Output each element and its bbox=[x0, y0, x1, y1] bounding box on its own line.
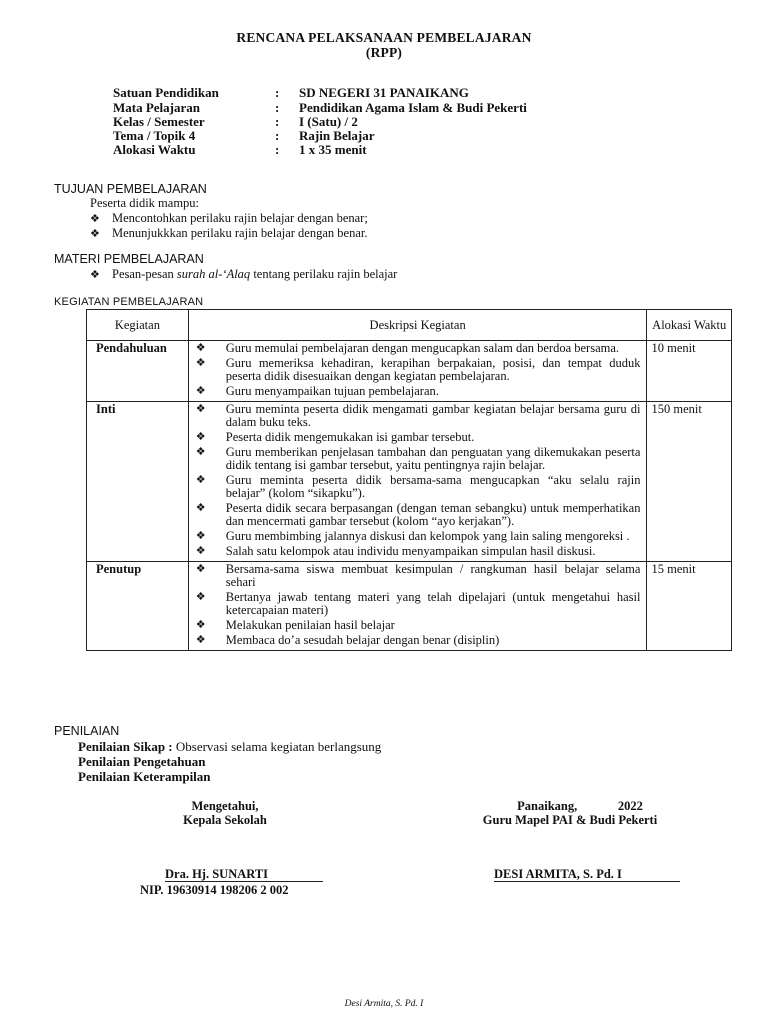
diamond-bullet-icon: ❖ bbox=[195, 634, 206, 646]
list-item: ❖ Guru memeriksa kehadiran, kerapihan berpakaian, posisi, dan tempat duduk peserta didik disesuaikan dengan kegiatan pembelajaran. bbox=[195, 356, 641, 383]
table-row-inti bbox=[87, 402, 732, 562]
info-value: Rajin Belajar bbox=[299, 128, 375, 143]
diamond-bullet-icon: ❖ bbox=[90, 228, 100, 240]
diamond-bullet-icon: ❖ bbox=[195, 357, 206, 369]
document-title: RENCANA PELAKSANAAN PEMBELAJARAN bbox=[236, 30, 532, 45]
list-item: ❖ Guru memberikan penjelasan tambahan dan penguatan yang dikemukakan peserta didik tentang isi gambar tersebut, yaitu pentingnya rajin belajar. bbox=[195, 445, 641, 472]
diamond-bullet-icon: ❖ bbox=[195, 474, 206, 486]
info-colon: : bbox=[275, 128, 280, 143]
kegiatan-table bbox=[86, 309, 732, 651]
list-item: ❖ Guru membimbing jalannya diskusi dan kelompok yang lain saling mengoreksi . bbox=[195, 529, 630, 543]
list-item: ❖ Guru meminta peserta didik mengamati gambar kegiatan belajar bersama guru di dalam buku teks. bbox=[195, 402, 641, 429]
tujuan-item: ❖ Mencontohkan perilaku rajin belajar dengan benar; bbox=[90, 211, 368, 225]
diamond-bullet-icon: ❖ bbox=[195, 431, 206, 443]
diamond-bullet-icon: ❖ bbox=[195, 385, 206, 397]
time-cell: 15 menit bbox=[647, 562, 732, 651]
info-row-tema bbox=[113, 128, 713, 143]
diamond-bullet-icon: ❖ bbox=[195, 563, 206, 575]
diamond-bullet-icon: ❖ bbox=[90, 213, 100, 225]
info-key: Satuan Pendidikan bbox=[113, 85, 219, 100]
diamond-bullet-icon: ❖ bbox=[195, 342, 206, 354]
info-value: SD NEGERI 31 PANAIKANG bbox=[299, 85, 469, 100]
diamond-bullet-icon: ❖ bbox=[195, 545, 206, 557]
diamond-bullet-icon: ❖ bbox=[195, 591, 206, 603]
penilaian-sikap: Penilaian Sikap : Observasi selama kegiatan berlangsung bbox=[78, 739, 382, 754]
kegiatan-heading: KEGIATAN PEMBELAJARAN bbox=[54, 296, 204, 308]
list-item: ❖ Bertanya jawab tentang materi yang telah dipelajari (untuk mengetahui hasil ketercapaian materi) bbox=[195, 590, 641, 617]
tujuan-item: ❖ Menunjukkkan perilaku rajin belajar dengan benar. bbox=[90, 226, 368, 240]
info-colon: : bbox=[275, 114, 280, 129]
info-colon: : bbox=[275, 100, 280, 115]
sig-left-line2: Kepala Sekolah bbox=[183, 813, 267, 827]
diamond-bullet-icon: ❖ bbox=[90, 269, 100, 281]
time-cell: 10 menit bbox=[647, 341, 732, 402]
diamond-bullet-icon: ❖ bbox=[195, 619, 206, 631]
col-header-alokasi: Alokasi Waktu bbox=[647, 310, 732, 341]
sig-right-line1: Panaikang, 2022 bbox=[517, 799, 643, 813]
description-cell bbox=[188, 341, 647, 402]
phase-cell: Penutup bbox=[87, 562, 189, 651]
info-colon: : bbox=[275, 142, 280, 157]
list-item: ❖ Bersama-sama siswa membuat kesimpulan / rangkuman hasil belajar selama sehari bbox=[195, 562, 641, 589]
materi-heading: MATERI PEMBELAJARAN bbox=[54, 252, 204, 266]
list-item: ❖ Salah satu kelompok atau individu menyampaikan simpulan hasil diskusi. bbox=[195, 544, 596, 558]
list-item: ❖ Membaca do’a sesudah belajar dengan benar (disiplin) bbox=[195, 633, 500, 647]
materi-item: ❖ Pesan-pesan surah al-‘Alaq tentang perilaku rajin belajar bbox=[90, 267, 398, 281]
list-item: ❖ Guru meminta peserta didik bersama-sama mengucapkan “aku selalu rajin belajar” (kolom “sikapku”). bbox=[195, 473, 641, 500]
info-row-satuan bbox=[113, 85, 713, 100]
description-cell bbox=[188, 402, 647, 562]
table-row-penutup bbox=[87, 562, 732, 651]
sig-right-line2: Guru Mapel PAI & Budi Pekerti bbox=[482, 813, 658, 827]
penilaian-pengetahuan: Penilaian Pengetahuan bbox=[78, 754, 206, 769]
penilaian-keterampilan: Penilaian Keterampilan bbox=[78, 769, 211, 784]
col-header-deskripsi: Deskripsi Kegiatan bbox=[188, 310, 647, 341]
diamond-bullet-icon: ❖ bbox=[195, 446, 206, 458]
info-key: Tema / Topik 4 bbox=[113, 128, 196, 143]
sig-left-nip: NIP. 19630914 198206 2 002 bbox=[140, 883, 289, 897]
diamond-bullet-icon: ❖ bbox=[195, 530, 206, 542]
list-item: ❖ Peserta didik secara berpasangan (dengan teman sebangku) untuk memperhatikan dan mencermati gambar tersebut (kolom “ayo kerjakan”). bbox=[195, 501, 641, 528]
sig-left-line1: Mengetahui, bbox=[191, 799, 259, 813]
diamond-bullet-icon: ❖ bbox=[195, 403, 206, 415]
info-row-alokasi bbox=[113, 142, 713, 157]
tujuan-intro: Peserta didik mampu: bbox=[90, 196, 200, 210]
description-cell bbox=[188, 562, 647, 651]
document-subtitle: (RPP) bbox=[365, 45, 403, 60]
info-colon: : bbox=[275, 85, 280, 100]
sig-right-name: DESI ARMITA, S. Pd. I bbox=[494, 868, 680, 882]
tujuan-heading: TUJUAN PEMBELAJARAN bbox=[54, 182, 207, 196]
time-cell: 150 menit bbox=[647, 402, 732, 562]
penilaian-heading: PENILAIAN bbox=[54, 724, 120, 738]
page-footer: Desi Armita, S. Pd. I bbox=[344, 999, 424, 1009]
info-value: 1 x 35 menit bbox=[299, 142, 367, 157]
phase-cell: Pendahuluan bbox=[87, 341, 189, 402]
sig-left-name: Dra. Hj. SUNARTI bbox=[165, 868, 323, 882]
list-item: ❖ Peserta didik mengemukakan isi gambar tersebut. bbox=[195, 430, 475, 444]
table-header-row bbox=[87, 310, 732, 341]
table-row-pendahuluan bbox=[87, 341, 732, 402]
col-header-kegiatan: Kegiatan bbox=[87, 310, 189, 341]
list-item: ❖ Guru menyampaikan tujuan pembelajaran. bbox=[195, 384, 439, 398]
info-key: Alokasi Waktu bbox=[113, 142, 196, 157]
list-item: ❖ Melakukan penilaian hasil belajar bbox=[195, 618, 395, 632]
info-row-kelas bbox=[113, 114, 713, 129]
info-row-mapel bbox=[113, 100, 713, 115]
info-value: Pendidikan Agama Islam & Budi Pekerti bbox=[299, 100, 527, 115]
phase-cell: Inti bbox=[87, 402, 189, 562]
info-key: Mata Pelajaran bbox=[113, 100, 201, 115]
info-key: Kelas / Semester bbox=[113, 114, 205, 129]
list-item: ❖ Guru memulai pembelajaran dengan mengucapkan salam dan berdoa bersama. bbox=[195, 341, 620, 355]
info-value: I (Satu) / 2 bbox=[299, 114, 358, 129]
diamond-bullet-icon: ❖ bbox=[195, 502, 206, 514]
